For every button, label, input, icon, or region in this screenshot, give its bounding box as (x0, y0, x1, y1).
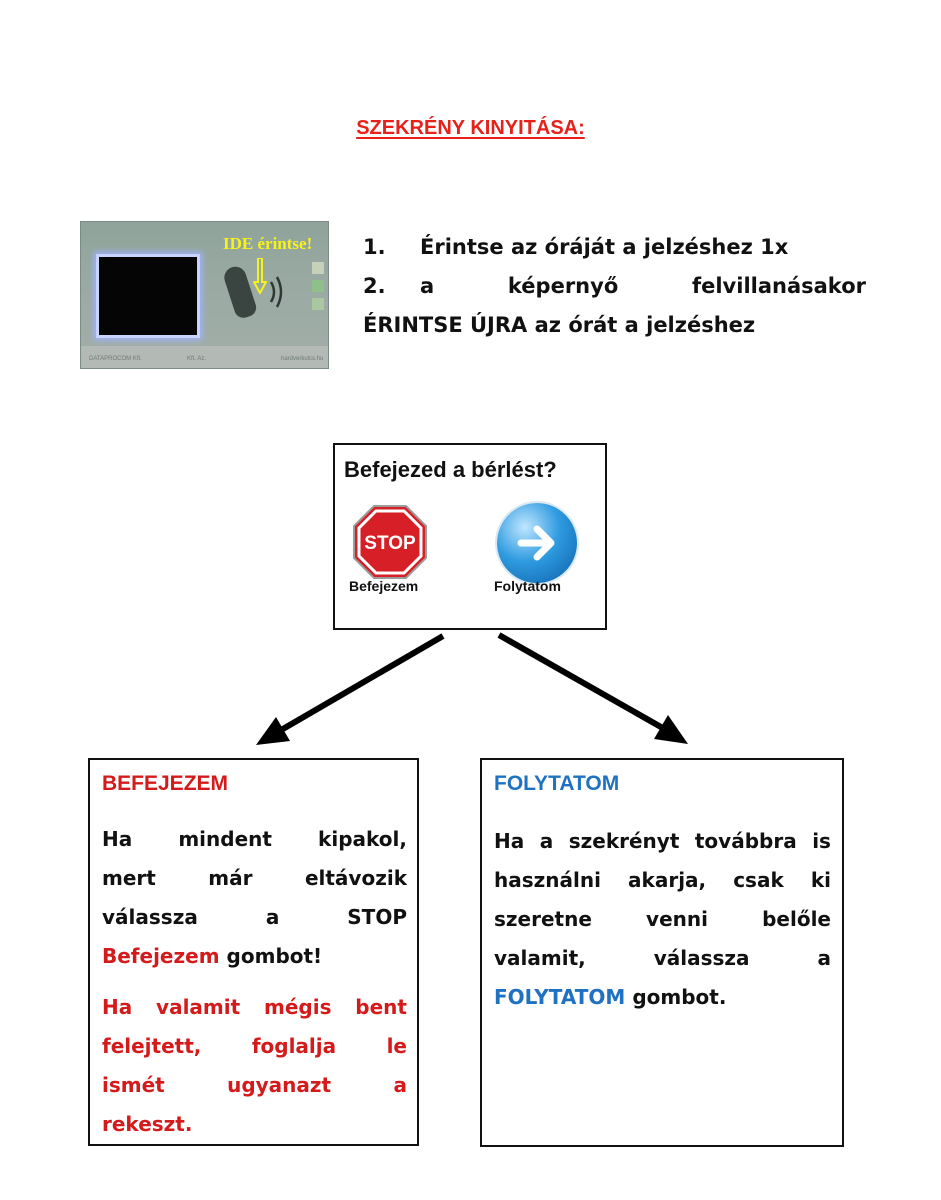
word: bent (355, 995, 407, 1019)
text-line (494, 978, 831, 1017)
text-line (102, 988, 407, 1027)
step-number: 2. (363, 274, 386, 298)
arrowhead-right-icon (654, 715, 688, 744)
text-line (102, 1105, 407, 1144)
word: venni (646, 907, 708, 931)
text-line (102, 820, 407, 859)
word: ugyanazt (227, 1073, 332, 1097)
word: a (265, 905, 280, 929)
arrow-to-finish (276, 636, 443, 733)
word: mert (102, 866, 156, 890)
finish-heading: BEFEJEZEM (102, 772, 229, 795)
device-footer-left: DATAPROCOM Kft. (89, 356, 142, 362)
word: már (208, 866, 253, 890)
device-footer-mid: Kft. Az. (187, 356, 207, 362)
forgot-item-paragraph (102, 988, 407, 1144)
finish-box (88, 758, 419, 1146)
continue-box (480, 758, 844, 1147)
device-footer-right: hardverkulcs.hu (281, 356, 324, 362)
word: válassza (102, 905, 198, 929)
word: eltávozik (304, 866, 407, 890)
text-line (102, 1066, 407, 1105)
step-word: a (420, 274, 435, 298)
word: felejtett, (102, 1034, 202, 1058)
word: mégis (264, 995, 332, 1019)
word: ismét (102, 1073, 165, 1097)
word: használni (494, 868, 601, 892)
word: foglalja (251, 1034, 337, 1058)
page-title: SZEKRÉNY KINYITÁSA: (356, 117, 585, 139)
text-line (102, 898, 407, 937)
text-line (102, 1027, 407, 1066)
continue-heading: FOLYTATOM (494, 772, 620, 795)
continue-paragraph (494, 822, 831, 1017)
word: valamit, (494, 946, 586, 970)
word: a (817, 946, 831, 970)
stop-sign-text: STOP (364, 533, 416, 554)
touch-here-label: IDE érintse! (223, 234, 313, 253)
continue-button-name: FOLYTATOM (494, 985, 626, 1009)
word: STOP (347, 905, 407, 929)
word: továbbra (694, 829, 797, 853)
word: valamit (156, 995, 241, 1019)
word: rekeszt. (102, 1112, 193, 1136)
word: akarja, (628, 868, 707, 892)
word: Ha (102, 995, 133, 1019)
word: a (393, 1073, 407, 1097)
word: le (386, 1034, 407, 1058)
word: csak (733, 868, 784, 892)
dialog-question: Befejezed a bérlést? (344, 457, 557, 482)
word: mindent (178, 827, 272, 851)
finish-paragraph (102, 820, 407, 976)
text-line (494, 939, 831, 978)
word: is (812, 829, 831, 853)
word: ki (810, 868, 831, 892)
word: válassza (653, 946, 750, 970)
text-line (102, 859, 407, 898)
step-word: képernyő (507, 274, 619, 298)
word: gombot. (632, 985, 727, 1009)
step-word: felvillanásakor (691, 274, 866, 298)
word: Ha (494, 829, 525, 853)
word: Ha (102, 827, 133, 851)
text-line (102, 937, 407, 976)
word: kipakol, (318, 827, 407, 851)
continue-label: Folytatom (494, 578, 561, 594)
step-text: Érintse az óráját a jelzéshez 1x (420, 235, 789, 259)
word: a (539, 829, 554, 853)
text-line (494, 822, 831, 861)
step-text: az órát a jelzéshez (534, 313, 756, 337)
text-line (494, 900, 831, 939)
arrow-to-continue (499, 635, 668, 731)
finish-label: Befejezem (349, 578, 419, 594)
word: szekrényt (568, 829, 680, 853)
word: gombot! (226, 944, 323, 968)
text-line (494, 861, 831, 900)
word: belőle (762, 907, 831, 931)
finish-button-name: Befejezem (102, 944, 220, 968)
step-emphasis: ÉRINTSE ÚJRA (363, 313, 528, 337)
step-number: 1. (363, 235, 386, 259)
word: szeretne (494, 907, 592, 931)
